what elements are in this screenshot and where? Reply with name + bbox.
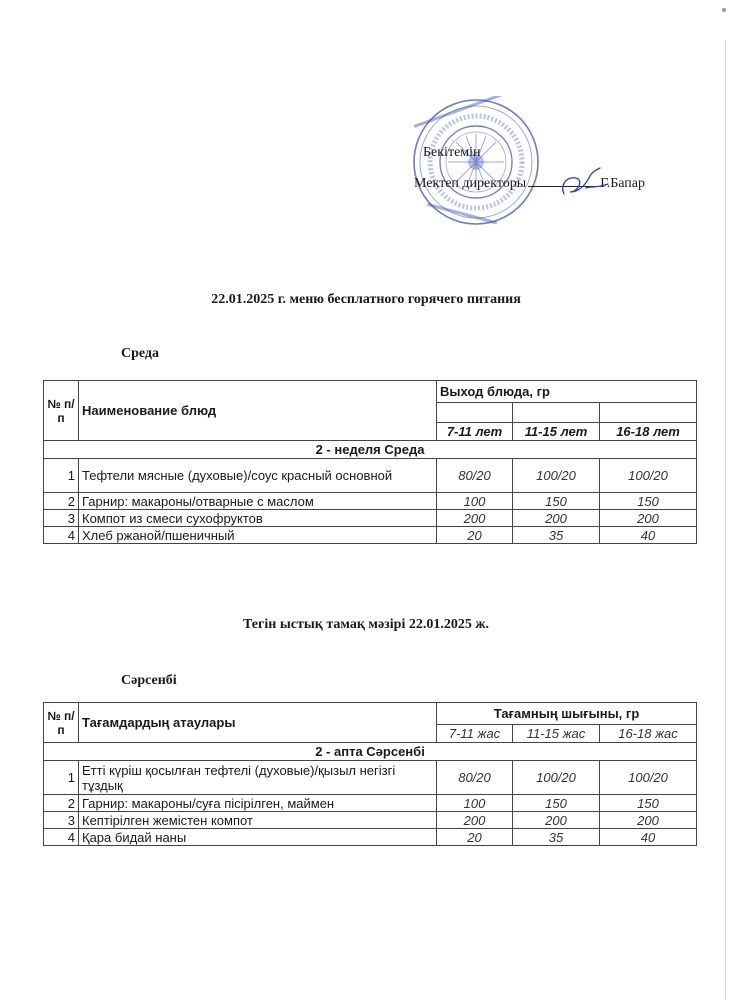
portion-value: 40	[600, 829, 697, 846]
col-header-name: Наименование блюд	[79, 381, 437, 441]
portion-value: 150	[513, 493, 600, 510]
portion-value: 100/20	[600, 761, 697, 795]
portion-value: 20	[437, 527, 513, 544]
portion-value: 200	[437, 510, 513, 527]
table-row	[44, 510, 697, 527]
portion-value: 200	[600, 510, 697, 527]
dish-name: Хлеб ржаной/пшеничный	[79, 527, 437, 544]
col-header-output: Выход блюда, гр	[437, 381, 697, 403]
scan-mark	[722, 8, 726, 12]
portion-value: 100	[437, 493, 513, 510]
portion-value: 200	[513, 510, 600, 527]
menu-title-ru: 22.01.2025 г. меню бесплатного горячего питания	[211, 292, 521, 307]
approval-label: Бекітемін	[423, 145, 481, 160]
portion-value: 100/20	[513, 459, 600, 493]
week-row: 2 - апта Сәрсенбі	[44, 743, 697, 761]
empty-cell	[600, 403, 697, 423]
portion-value: 150	[600, 795, 697, 812]
col-header-output: Тағамның шығыны, гр	[437, 703, 697, 725]
week-row: 2 - неделя Среда	[44, 441, 697, 459]
row-number: 2	[44, 493, 79, 510]
scan-edge	[725, 40, 726, 1000]
menu-title-kz: Тегін ыстық тамақ мәзірі 22.01.2025 ж.	[243, 617, 489, 632]
handwritten-signature-icon	[556, 166, 616, 200]
table-row	[44, 761, 697, 795]
table-row	[44, 527, 697, 544]
portion-value: 35	[513, 829, 600, 846]
portion-value: 35	[513, 527, 600, 544]
dish-name: Етті күріш қосылған тефтелі (духовые)/қызыл негізгі тұздық	[79, 761, 437, 795]
age-header: 16-18 лет	[600, 423, 697, 441]
age-header: 11-15 жас	[513, 725, 600, 743]
table-row	[44, 795, 697, 812]
portion-value: 150	[513, 795, 600, 812]
portion-value: 150	[600, 493, 697, 510]
portion-value: 100	[437, 795, 513, 812]
row-number: 4	[44, 527, 79, 544]
portion-value: 100/20	[513, 761, 600, 795]
day-label-ru: Среда	[121, 346, 160, 361]
portion-value: 80/20	[437, 459, 513, 493]
age-header: 7-11 лет	[437, 423, 513, 441]
portion-value: 80/20	[437, 761, 513, 795]
empty-cell	[513, 403, 600, 423]
dish-name: Гарнир: макароны/суға пісірілген, маймен	[79, 795, 437, 812]
col-header-no: № п/п	[44, 703, 79, 743]
table-row	[44, 829, 697, 846]
menu-table-kz	[43, 702, 697, 846]
dish-name: Компот из смеси сухофруктов	[79, 510, 437, 527]
portion-value: 100/20	[600, 459, 697, 493]
portion-value: 200	[437, 812, 513, 829]
row-number: 3	[44, 510, 79, 527]
portion-value: 200	[600, 812, 697, 829]
day-label-kz: Сәрсенбі	[121, 673, 177, 688]
age-header: 16-18 жас	[600, 725, 697, 743]
director-label: Мектеп директоры	[414, 176, 527, 191]
portion-value: 200	[513, 812, 600, 829]
table-row	[44, 459, 697, 493]
row-number: 4	[44, 829, 79, 846]
dish-name: Тефтели мясные (духовые)/соус красный основной	[79, 459, 437, 493]
age-header: 11-15 лет	[513, 423, 600, 441]
age-header: 7-11 жас	[437, 725, 513, 743]
row-number: 1	[44, 459, 79, 493]
dish-name: Кептірілген жемістен компот	[79, 812, 437, 829]
empty-cell	[437, 403, 513, 423]
dish-name: Гарнир: макароны/отварные с маслом	[79, 493, 437, 510]
table-row	[44, 812, 697, 829]
portion-value: 40	[600, 527, 697, 544]
dish-name: Қара бидай наны	[79, 829, 437, 846]
portion-value: 20	[437, 829, 513, 846]
row-number: 1	[44, 761, 79, 795]
official-seal-icon	[410, 96, 542, 228]
row-number: 2	[44, 795, 79, 812]
row-number: 3	[44, 812, 79, 829]
col-header-name: Тағамдардың атаулары	[79, 703, 437, 743]
director-name: Г.Бапар	[600, 176, 646, 191]
table-row	[44, 493, 697, 510]
menu-table-ru	[43, 380, 697, 544]
col-header-no: № п/п	[44, 381, 79, 441]
